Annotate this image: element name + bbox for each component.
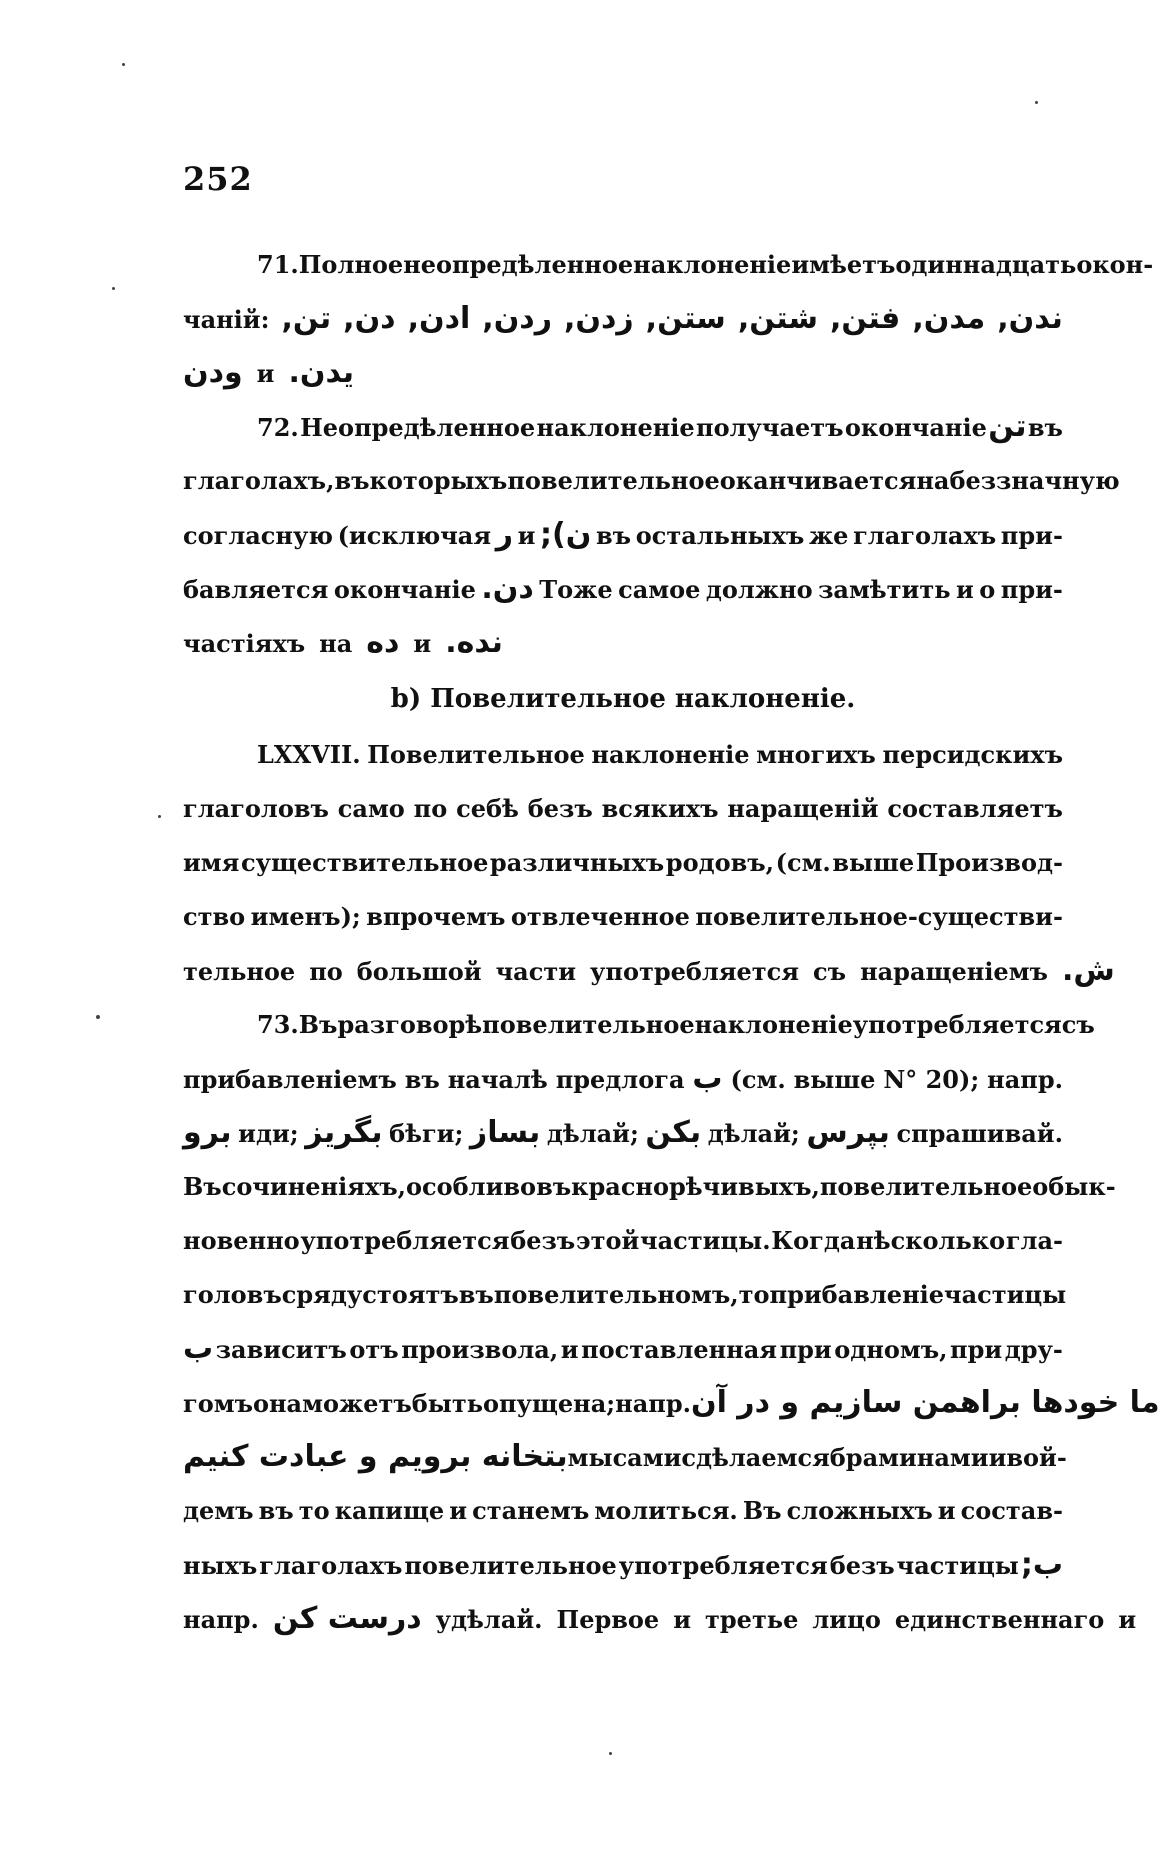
word: безъ bbox=[527, 794, 593, 823]
scan-speck bbox=[609, 1752, 612, 1755]
paragraph-number: LXXVII. bbox=[257, 740, 361, 769]
persian-word: ر bbox=[495, 517, 513, 552]
word: удѣлай. bbox=[435, 1605, 543, 1634]
word: гла- bbox=[1005, 1226, 1063, 1255]
word: употребляется bbox=[300, 1226, 510, 1255]
paragraph-72 bbox=[183, 400, 1120, 670]
word: единственнаго bbox=[894, 1605, 1105, 1634]
word: бавляется bbox=[183, 575, 329, 604]
word: (см. bbox=[775, 848, 831, 877]
word: и bbox=[1118, 1605, 1137, 1634]
text-line bbox=[183, 1376, 1160, 1430]
persian-word: بساز bbox=[469, 1115, 541, 1150]
persian-word: ب; bbox=[1020, 1547, 1063, 1582]
word: Повелительное bbox=[367, 740, 585, 769]
persian-word: دن. bbox=[481, 571, 534, 606]
word: различныхъ bbox=[489, 848, 665, 877]
paragraph-73 bbox=[183, 998, 1160, 1646]
word: окон- bbox=[1076, 250, 1154, 279]
word: повелительное bbox=[819, 1172, 1033, 1201]
word: браминами bbox=[829, 1443, 989, 1472]
text-line bbox=[183, 944, 1115, 998]
word: большой bbox=[356, 957, 482, 986]
persian-word: ب bbox=[183, 1331, 214, 1366]
word: беззначную bbox=[949, 466, 1120, 495]
text-line bbox=[183, 1592, 1137, 1646]
word: и bbox=[449, 1496, 468, 1525]
word: Въ bbox=[298, 1010, 338, 1039]
text-line bbox=[183, 616, 1063, 670]
word: повелительное-существи- bbox=[695, 902, 1063, 931]
scan-speck bbox=[1035, 101, 1038, 104]
word: въ bbox=[404, 1065, 440, 1094]
word: прибавленіемъ bbox=[183, 1065, 397, 1094]
word: (исключая bbox=[337, 521, 492, 550]
word: получаетъ bbox=[696, 413, 844, 442]
word: стоятъ bbox=[362, 1280, 459, 1309]
text-line bbox=[183, 454, 1120, 508]
word: чаній: bbox=[183, 305, 270, 334]
word: вой- bbox=[1006, 1443, 1067, 1472]
word: самое bbox=[618, 575, 701, 604]
word: окончаніе bbox=[333, 575, 476, 604]
word: сдѣлаемся bbox=[681, 1443, 830, 1472]
word: особливо bbox=[406, 1172, 537, 1201]
word: выше bbox=[793, 1065, 876, 1094]
persian-word: تن, bbox=[281, 301, 332, 336]
persian-word: بكن bbox=[645, 1115, 702, 1150]
persian-word: ب bbox=[692, 1061, 723, 1096]
word: на bbox=[916, 466, 950, 495]
word: дѣлай; bbox=[546, 1119, 639, 1148]
persian-word: بگريز bbox=[305, 1115, 383, 1150]
word: опущена; bbox=[482, 1389, 616, 1418]
word: разговорѣ bbox=[337, 1010, 483, 1039]
word: обык- bbox=[1032, 1172, 1116, 1201]
word: станемъ bbox=[472, 1496, 590, 1525]
word: наклоненіе bbox=[633, 250, 792, 279]
word: глаголахъ bbox=[259, 1551, 403, 1580]
word: при bbox=[950, 1335, 1003, 1364]
word: по bbox=[413, 794, 448, 823]
word: Неопредѣленное bbox=[300, 413, 536, 442]
word: персидскихъ bbox=[882, 740, 1063, 769]
scan-speck bbox=[158, 815, 161, 818]
word: новенно bbox=[183, 1226, 300, 1255]
persian-word: شتن, bbox=[737, 301, 818, 336]
word: сочиненіяхъ, bbox=[221, 1172, 407, 1201]
word: употребляется bbox=[618, 1551, 828, 1580]
word: съ bbox=[813, 957, 847, 986]
text-line bbox=[183, 508, 1063, 562]
word: повелительное bbox=[507, 466, 720, 495]
persian-word: ودن bbox=[183, 355, 243, 390]
paragraph-number: 73. bbox=[257, 1010, 299, 1039]
text-line bbox=[183, 346, 1063, 400]
section-lxxvii bbox=[183, 728, 1115, 998]
word: существительное bbox=[240, 848, 489, 877]
persian-word: يدن. bbox=[288, 355, 355, 390]
word: сряду bbox=[281, 1280, 363, 1309]
word: въ bbox=[258, 1496, 294, 1525]
word: спрашивай. bbox=[896, 1119, 1063, 1148]
word: дру- bbox=[1004, 1335, 1063, 1364]
word: можетъ bbox=[302, 1389, 412, 1418]
persian-word: مدن, bbox=[912, 301, 986, 336]
word: тельное bbox=[183, 957, 296, 986]
word: согласную bbox=[183, 521, 333, 550]
word: началѣ bbox=[447, 1065, 548, 1094]
word: одномъ, bbox=[834, 1335, 948, 1364]
word: мы bbox=[567, 1443, 613, 1472]
word: бѣги; bbox=[389, 1119, 464, 1148]
persian-word: ستن, bbox=[645, 301, 726, 336]
text-line bbox=[183, 1106, 1063, 1160]
word: частицы. bbox=[640, 1226, 771, 1255]
scan-speck bbox=[112, 287, 115, 290]
word: въ bbox=[334, 466, 370, 495]
text-line bbox=[183, 728, 1063, 782]
word: имѣетъ bbox=[791, 250, 896, 279]
word: окончаніе bbox=[844, 413, 987, 442]
word: она bbox=[252, 1389, 303, 1418]
word: именъ); bbox=[250, 902, 361, 931]
word: наклоненіе bbox=[591, 740, 750, 769]
word: зависитъ bbox=[215, 1335, 347, 1364]
word: выше bbox=[832, 848, 915, 877]
word: само bbox=[337, 794, 405, 823]
persian-word: درست كن bbox=[272, 1601, 422, 1636]
word: частицы bbox=[896, 1551, 1019, 1580]
word: части bbox=[495, 957, 577, 986]
word: наклоненіе bbox=[694, 1010, 853, 1039]
word: и bbox=[256, 359, 275, 388]
word: дѣлай; bbox=[707, 1119, 800, 1148]
word: и bbox=[955, 575, 974, 604]
word: прибавленіе bbox=[769, 1280, 945, 1309]
word: (см. bbox=[730, 1065, 786, 1094]
word: оканчивается bbox=[719, 466, 917, 495]
word: напр. bbox=[615, 1389, 691, 1418]
word: поставленная bbox=[581, 1335, 777, 1364]
word: Тоже bbox=[539, 575, 613, 604]
text-line bbox=[183, 1322, 1063, 1376]
word: безъ bbox=[510, 1226, 576, 1255]
word: глаголахъ, bbox=[183, 466, 335, 495]
word: глаголовъ bbox=[183, 794, 329, 823]
word: въ bbox=[458, 1280, 494, 1309]
text-line bbox=[183, 836, 1063, 890]
word: Полное bbox=[298, 250, 404, 279]
word: и bbox=[988, 1443, 1007, 1472]
text-line bbox=[183, 1214, 1063, 1268]
word: имя bbox=[183, 848, 240, 877]
word: наращеніемъ bbox=[860, 957, 1048, 986]
word: себѣ bbox=[456, 794, 519, 823]
word: повелительное bbox=[404, 1551, 617, 1580]
page-number: 252 bbox=[183, 160, 253, 198]
word: то bbox=[298, 1496, 330, 1525]
word: остальныхъ bbox=[635, 521, 805, 550]
word: N° 20); bbox=[883, 1065, 980, 1094]
word: молиться. bbox=[594, 1496, 738, 1525]
word: нѣсколько bbox=[856, 1226, 1006, 1255]
persian-word: نده. bbox=[445, 625, 503, 660]
persian-word: فتن, bbox=[830, 301, 901, 336]
word: при- bbox=[1000, 575, 1063, 604]
word: Производ- bbox=[915, 848, 1063, 877]
text-line bbox=[183, 998, 1095, 1052]
word: головъ bbox=[183, 1280, 282, 1309]
word: о bbox=[979, 575, 996, 604]
word: повелительномъ, bbox=[493, 1280, 739, 1309]
word: безъ bbox=[829, 1551, 895, 1580]
word: сами bbox=[612, 1443, 682, 1472]
word: капище bbox=[334, 1496, 445, 1525]
text-line bbox=[183, 292, 1063, 346]
word: наращеній bbox=[727, 794, 879, 823]
word: многихъ bbox=[756, 740, 876, 769]
word: ныхъ bbox=[183, 1551, 258, 1580]
word: которыхъ bbox=[369, 466, 508, 495]
persian-word: ش. bbox=[1061, 953, 1115, 988]
word: впрочемъ bbox=[366, 902, 506, 931]
word: Первое bbox=[556, 1605, 660, 1634]
word: глаголахъ bbox=[853, 521, 997, 550]
word: Когда bbox=[771, 1226, 856, 1255]
word: и bbox=[413, 629, 432, 658]
paragraph-number: 72. bbox=[257, 413, 299, 442]
text-line bbox=[183, 238, 1154, 292]
word: Въ bbox=[742, 1496, 782, 1525]
word: должно bbox=[705, 575, 813, 604]
word: быть bbox=[411, 1389, 483, 1418]
persian-word: زدن, bbox=[563, 301, 634, 336]
word: замѣтить bbox=[818, 575, 951, 604]
persian-word: ده bbox=[366, 625, 400, 660]
word: всякихъ bbox=[601, 794, 719, 823]
word: частицы bbox=[944, 1280, 1067, 1309]
scan-speck bbox=[96, 1015, 100, 1019]
text-line bbox=[183, 1430, 1067, 1484]
text-line bbox=[183, 400, 1063, 454]
word: повелительное bbox=[482, 1010, 695, 1039]
word: наклоненіе bbox=[536, 413, 695, 442]
text-line bbox=[183, 1052, 1063, 1106]
word: въ bbox=[1027, 413, 1063, 442]
word: произвола, bbox=[401, 1335, 559, 1364]
word: состав- bbox=[960, 1496, 1063, 1525]
word: сложныхъ bbox=[786, 1496, 933, 1525]
word: напр. bbox=[987, 1065, 1063, 1094]
word: отвлеченное bbox=[510, 902, 690, 931]
persian-word: ما خودها براهمن سازيم و در آن bbox=[690, 1385, 1160, 1420]
word: ство bbox=[183, 902, 246, 931]
word: же bbox=[808, 521, 849, 550]
text-line bbox=[183, 1484, 1063, 1538]
persian-word: ردن, bbox=[482, 301, 552, 336]
persian-word: دن, bbox=[343, 301, 396, 336]
persian-word: بتخانه برويم و عبادت كنيم bbox=[183, 1439, 568, 1474]
word: и bbox=[937, 1496, 956, 1525]
persian-word: ندن, bbox=[997, 301, 1063, 336]
word: третье bbox=[705, 1605, 799, 1634]
word: то bbox=[738, 1280, 770, 1309]
text-line bbox=[183, 562, 1063, 616]
section-heading-imperative: b) Повелительное наклоненіе. bbox=[390, 684, 856, 714]
word: одиннадцать bbox=[895, 250, 1077, 279]
persian-word: ن); bbox=[540, 517, 592, 552]
word: гомъ bbox=[183, 1389, 253, 1418]
word: въ bbox=[536, 1172, 572, 1201]
word: частіяхъ bbox=[183, 629, 306, 658]
paragraph-71 bbox=[183, 238, 1154, 400]
word: лицо bbox=[812, 1605, 881, 1634]
persian-word: تن bbox=[988, 409, 1027, 444]
text-line bbox=[183, 1538, 1063, 1592]
text-line bbox=[183, 782, 1063, 836]
word: Въ bbox=[183, 1172, 222, 1201]
word: на bbox=[319, 629, 353, 658]
word: въ bbox=[595, 521, 632, 550]
word: неопредѣленное bbox=[403, 250, 634, 279]
word: составляетъ bbox=[887, 794, 1063, 823]
text-line bbox=[183, 1160, 1116, 1214]
word: напр. bbox=[183, 1605, 259, 1634]
word: при bbox=[779, 1335, 832, 1364]
word: иди; bbox=[238, 1119, 299, 1148]
word: съ bbox=[1061, 1010, 1095, 1039]
persian-word: ادن, bbox=[407, 301, 471, 336]
text-line bbox=[183, 1268, 1067, 1322]
word: по bbox=[309, 957, 343, 986]
word: предлога bbox=[555, 1065, 685, 1094]
word: употребляется bbox=[852, 1010, 1062, 1039]
persian-word: برو bbox=[183, 1115, 232, 1150]
text-line bbox=[183, 890, 1063, 944]
word: при- bbox=[1000, 521, 1063, 550]
word: употребляется bbox=[590, 957, 800, 986]
scan-speck bbox=[122, 63, 125, 66]
page-text bbox=[183, 238, 1160, 1646]
word: и bbox=[673, 1605, 692, 1634]
word: и bbox=[517, 521, 536, 550]
word: родовъ, bbox=[665, 848, 775, 877]
word: отъ bbox=[349, 1335, 399, 1364]
word: демъ bbox=[183, 1496, 254, 1525]
word: и bbox=[560, 1335, 579, 1364]
word: этой bbox=[575, 1226, 640, 1255]
word: краснорѣчивыхъ, bbox=[571, 1172, 820, 1201]
paragraph-number: 71. bbox=[257, 250, 299, 279]
persian-word: بپرس bbox=[806, 1115, 890, 1150]
